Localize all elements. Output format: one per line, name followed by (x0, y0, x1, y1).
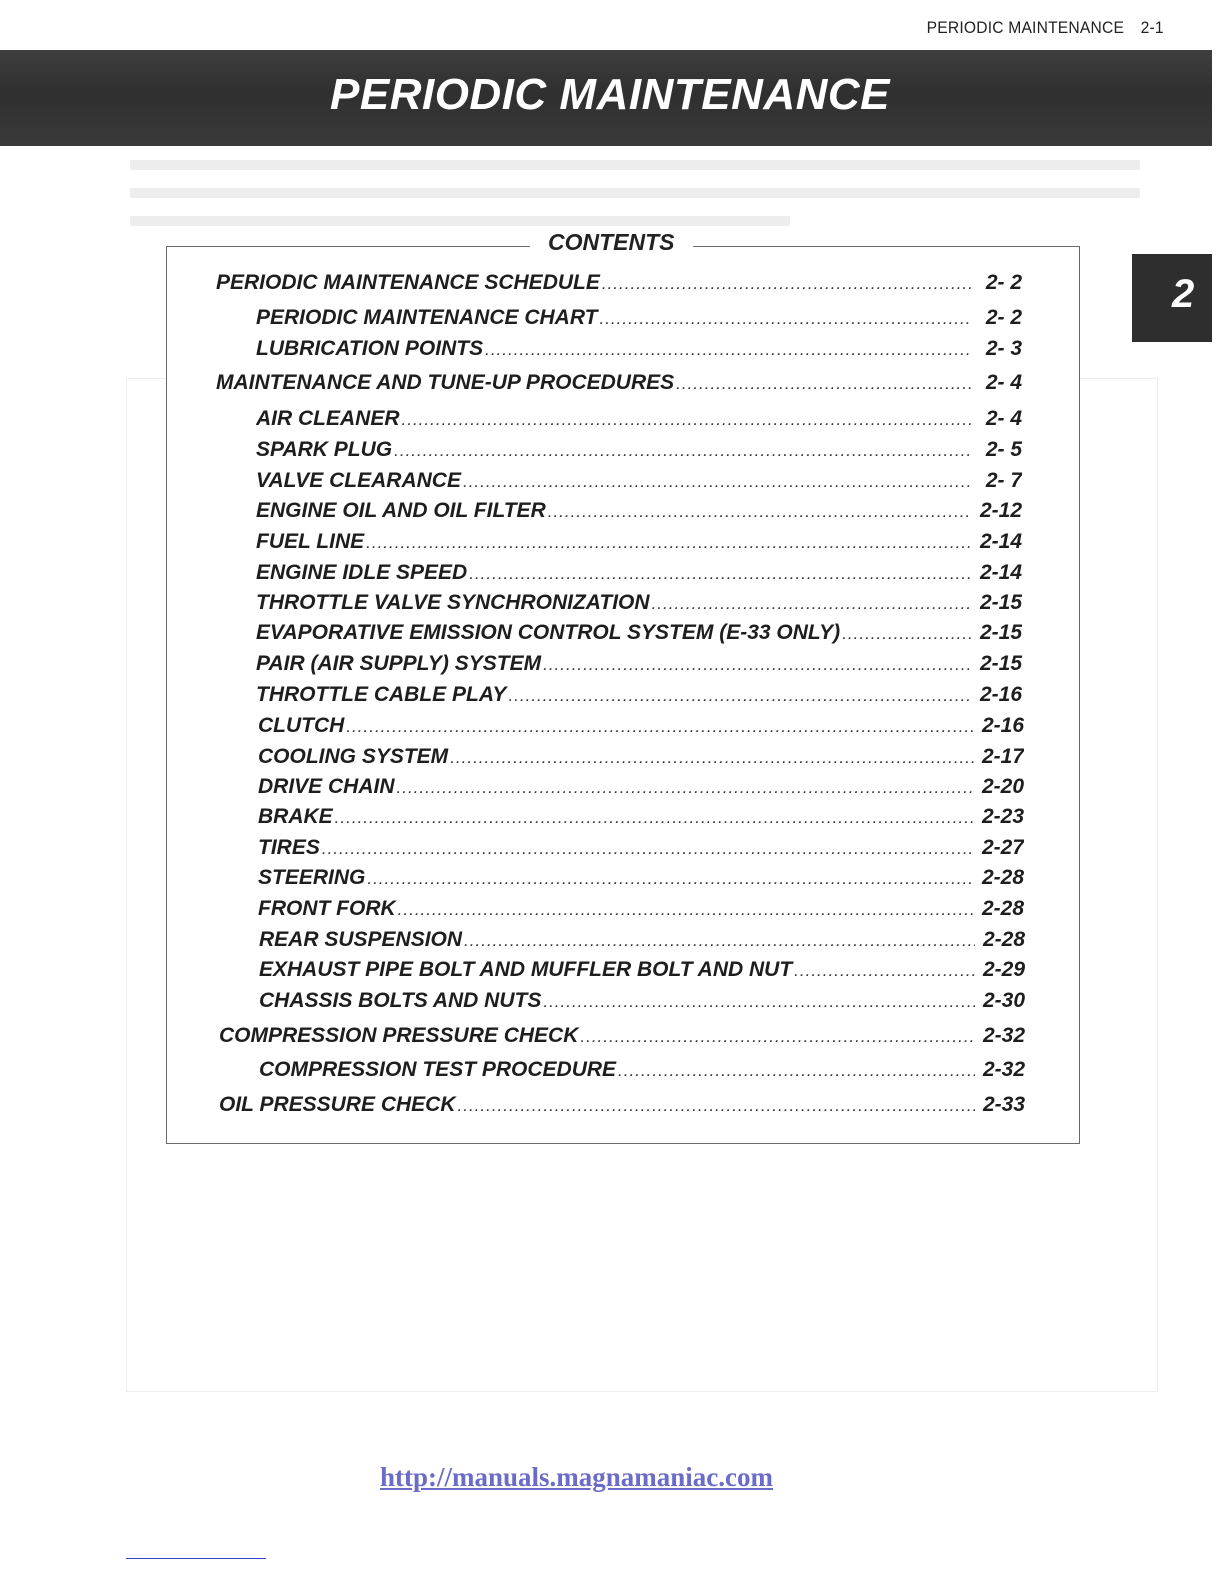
toc-leader-dots (397, 778, 974, 798)
toc-entry-label: STEERING (258, 866, 366, 889)
toc-entry-label: VALVE CLEARANCE (256, 469, 461, 492)
toc-entry-label: CLUTCH (258, 714, 345, 737)
toc-entry-page: 2-28 (981, 897, 1024, 920)
toc-entry-page: 2-15 (979, 652, 1022, 675)
toc-leader-dots (652, 594, 972, 614)
toc-entry (259, 1058, 1025, 1084)
toc-leader-dots (794, 961, 975, 981)
toc-entry-label: FRONT FORK (258, 897, 396, 920)
toc-entry-page: 2- 7 (985, 469, 1022, 492)
toc-entry-page: 2-28 (981, 866, 1024, 889)
toc-entry (256, 591, 1022, 617)
toc-entry-page: 2- 4 (985, 371, 1022, 394)
toc-leader-dots (602, 274, 972, 294)
toc-entry-label: REAR SUSPENSION (259, 928, 463, 951)
toc-entry-page: 2- 2 (985, 271, 1022, 294)
toc-entry (258, 866, 1024, 892)
toc-entry-page: 2-32 (982, 1024, 1025, 1047)
running-head-page: 2-1 (1140, 18, 1164, 37)
toc-entry-label: EVAPORATIVE EMISSION CONTROL SYSTEM (E-33 ONLY) (256, 621, 841, 644)
toc-entry-label: BRAKE (258, 805, 333, 828)
toc-entry-label: OIL PRESSURE CHECK (219, 1093, 456, 1116)
toc-leader-dots (599, 309, 972, 329)
toc-leader-dots (322, 839, 974, 859)
toc-entry-label: THROTTLE VALVE SYNCHRONIZATION (256, 591, 650, 614)
toc-entry-label: ENGINE IDLE SPEED (256, 561, 468, 584)
toc-leader-dots (394, 441, 972, 461)
toc-entry-page: 2-15 (979, 591, 1022, 614)
toc-entry-label: ENGINE OIL AND OIL FILTER (256, 499, 546, 522)
toc-entry (259, 958, 1025, 984)
toc-entry-page: 2-20 (981, 775, 1024, 798)
toc-entry-page: 2-14 (979, 530, 1022, 553)
chapter-tab-number: 2 (1172, 272, 1195, 316)
footer-rule (126, 1558, 266, 1559)
toc-entry (256, 652, 1022, 678)
toc-entry-page: 2-16 (979, 683, 1022, 706)
toc-entry-page: 2- 5 (985, 438, 1022, 461)
toc-leader-dots (464, 931, 975, 951)
toc-entry-page: 2-33 (982, 1093, 1025, 1116)
toc-entry (216, 271, 1022, 297)
running-head (927, 18, 1164, 38)
toc-entry-page: 2- 4 (985, 407, 1022, 430)
chapter-title: PERIODIC MAINTENANCE (330, 70, 891, 119)
toc-entry (256, 306, 1022, 332)
toc-entry (216, 371, 1022, 397)
toc-entry (256, 561, 1022, 587)
toc-entry (258, 714, 1024, 740)
toc-entry (256, 407, 1022, 433)
toc-leader-dots (508, 686, 972, 706)
toc-leader-dots (485, 340, 972, 360)
toc-entry (258, 897, 1024, 923)
toc-entry (256, 469, 1022, 495)
toc-entry-page: 2-29 (982, 958, 1025, 981)
toc-leader-dots (543, 992, 975, 1012)
toc-entry-page: 2-17 (981, 745, 1024, 768)
toc-leader-dots (335, 808, 974, 828)
toc-entry-label: AIR CLEANER (256, 407, 400, 430)
bleed-through (130, 188, 1140, 198)
toc-entry-label: COMPRESSION TEST PROCEDURE (259, 1058, 617, 1081)
toc-entry (256, 499, 1022, 525)
toc-leader-dots (346, 717, 974, 737)
toc-leader-dots (469, 564, 972, 584)
toc-entry-page: 2- 3 (985, 337, 1022, 360)
toc-entry-label: THROTTLE CABLE PLAY (256, 683, 507, 706)
toc-entry (258, 775, 1024, 801)
toc-leader-dots (458, 1096, 976, 1116)
toc-entry (256, 438, 1022, 464)
toc-entry-page: 2-16 (981, 714, 1024, 737)
toc-entry-page: 2-27 (981, 836, 1024, 859)
toc-leader-dots (402, 410, 972, 430)
toc-leader-dots (842, 624, 972, 644)
toc-entry (259, 928, 1025, 954)
toc-entry-label: DRIVE CHAIN (258, 775, 395, 798)
bleed-through (130, 216, 790, 226)
toc-entry-page: 2-28 (982, 928, 1025, 951)
running-head-section: PERIODIC MAINTENANCE (926, 18, 1125, 37)
source-url-link[interactable]: http://manuals.magnamaniac.com (380, 1462, 774, 1492)
toc-entry-label: PAIR (AIR SUPPLY) SYSTEM (256, 652, 542, 675)
toc-leader-dots (676, 374, 972, 394)
toc-entry (219, 1024, 1025, 1050)
bleed-through (130, 160, 1140, 170)
toc-entry-label: TIRES (258, 836, 320, 859)
toc-entry-page: 2-15 (979, 621, 1022, 644)
toc-entry-page: 2-30 (982, 989, 1025, 1012)
toc-entry-label: MAINTENANCE AND TUNE-UP PROCEDURES (216, 371, 675, 394)
toc-entry (259, 989, 1025, 1015)
toc-entry-label: SPARK PLUG (256, 438, 393, 461)
toc-entry (258, 836, 1024, 862)
toc-entry (219, 1093, 1025, 1119)
toc-leader-dots (450, 748, 974, 768)
toc-leader-dots (463, 472, 972, 492)
toc-entry-label: COOLING SYSTEM (258, 745, 449, 768)
toc-entry-label: CHASSIS BOLTS AND NUTS (259, 989, 542, 1012)
toc-entry-label: EXHAUST PIPE BOLT AND MUFFLER BOLT AND NUT (259, 958, 793, 981)
toc-entry-page: 2- 2 (985, 306, 1022, 329)
toc-entry (256, 621, 1022, 647)
toc-entry-page: 2-32 (982, 1058, 1025, 1081)
toc-leader-dots (548, 502, 972, 522)
toc-entry (258, 805, 1024, 831)
contents-title: CONTENTS (530, 229, 693, 256)
toc-entry (256, 530, 1022, 556)
toc-entry-label: PERIODIC MAINTENANCE CHART (256, 306, 598, 329)
toc-leader-dots (543, 655, 972, 675)
toc-entry-page: 2-23 (981, 805, 1024, 828)
toc-entry-page: 2-12 (979, 499, 1022, 522)
toc-entry (256, 683, 1022, 709)
toc-entry (258, 745, 1024, 771)
toc-entry-label: COMPRESSION PRESSURE CHECK (219, 1024, 579, 1047)
toc-entry-label: FUEL LINE (256, 530, 365, 553)
toc-entry-label: PERIODIC MAINTENANCE SCHEDULE (216, 271, 600, 294)
toc-leader-dots (398, 900, 974, 920)
toc-entry (256, 337, 1022, 363)
toc-leader-dots (367, 869, 974, 889)
toc-leader-dots (366, 533, 972, 553)
toc-leader-dots (618, 1061, 975, 1081)
toc-leader-dots (580, 1027, 975, 1047)
toc-entry-page: 2-14 (979, 561, 1022, 584)
toc-entry-label: LUBRICATION POINTS (256, 337, 484, 360)
